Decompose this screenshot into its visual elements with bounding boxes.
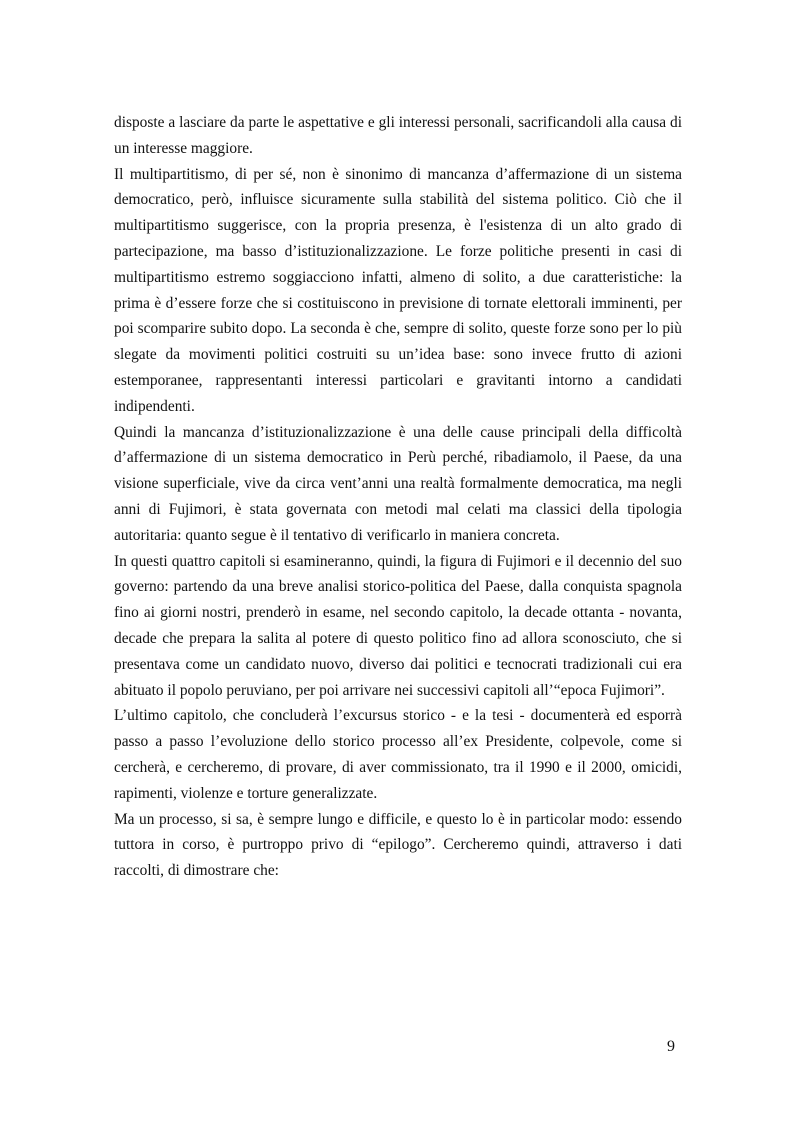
paragraph-4: In questi quattro capitoli si esamineranno, quindi, la figura di Fujimori e il decennio del suo governo: partendo da una breve analisi storico-politica del Paese, dalla conquista spagnola fino ai giorni nostri, prenderò in esame, nel secondo capitolo, la decade ottanta - novanta, decade che prepara la salita al potere di questo politico fino ad allora sconosciuto, che si presentava come un candidato nuovo, diverso dai politici e tecnocrati tradizionali cui era abituato il popolo peruviano, per poi arrivare nei successivi capitoli all’“epoca Fujimori”. (114, 552, 682, 699)
page-number: 9 (667, 1038, 675, 1055)
paragraph-1: disposte a lasciare da parte le aspettative e gli interessi personali, sacrificandoli alla causa di un interesse maggiore. (114, 114, 682, 157)
paragraph-5: L’ultimo capitolo, che concluderà l’excursus storico - e la tesi - documenterà ed esporrà passo a passo l’evoluzione dello storico processo all’ex Presidente, colpevole, come si cercherà, e cercheremo, di provare, di aver commissionato, tra il 1990 e il 2000, omicidi, rapimenti, violenze e torture generalizzate. (114, 707, 682, 802)
page-body (114, 110, 682, 884)
paragraph-6: Ma un processo, si sa, è sempre lungo e difficile, e questo lo è in particolar modo: essendo tuttora in corso, è purtroppo privo di “epilogo”. Cercheremo quindi, attraverso i dati raccolti, di dimostrare che: (114, 810, 682, 880)
paragraph-2: Il multipartitismo, di per sé, non è sinonimo di mancanza d’affermazione di un sistema democratico, però, influisce sicuramente sulla stabilità del sistema politico. Ciò che il multipartitismo suggerisce, con la propria presenza, è l'esistenza di un alto grado di partecipazione, ma basso d’istituzionalizzazione. Le forze politiche presenti in casi di multipartitismo estremo soggiacciono infatti, almeno di solito, a due caratteristiche: la prima è d’essere forze che si costituiscono in previsione di tornate elettorali imminenti, per poi scomparire subito dopo. La seconda è che, sempre di solito, queste forze sono per lo più slegate da movimenti politici costruiti su un’idea base: sono invece frutto di azioni estemporanee, rappresentanti interessi particolari e gravitanti intorno a candidati indipendenti. (114, 165, 682, 415)
paragraph-3: Quindi la mancanza d’istituzionalizzazione è una delle cause principali della difficoltà d’affermazione di un sistema democratico in Perù perché, ribadiamolo, il Paese, da una visione superficiale, vive da circa vent’anni una realtà formalmente democratica, ma negli anni di Fujimori, è stata governata con metodi mal celati ma classici della tipologia autoritaria: quanto segue è il tentativo di verificarlo in maniera concreta. (114, 423, 682, 544)
